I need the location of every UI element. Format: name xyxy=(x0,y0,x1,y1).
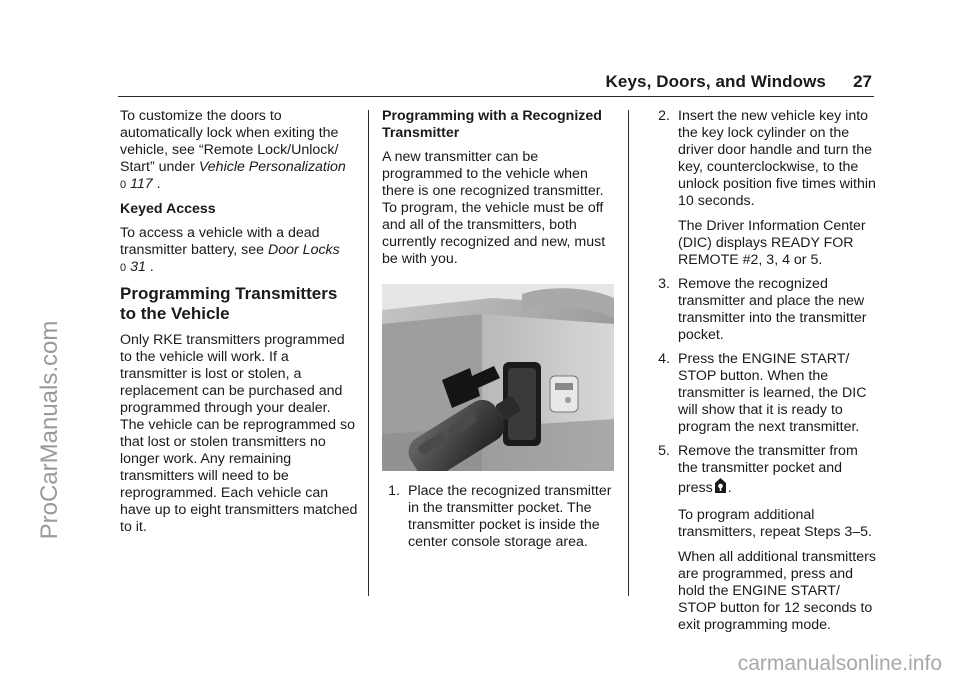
header-rule xyxy=(118,96,874,97)
page-ref-icon: 0 xyxy=(120,179,127,191)
step-note: When all additional transmitters are programmed, press and hold the ENGINE START/ STOP button for 12 seconds to exit programming mode. xyxy=(678,549,876,633)
column-1 xyxy=(120,108,358,543)
step-number: 5. xyxy=(658,443,670,459)
step-note: The Driver Information Center (DIC) displays READY FOR REMOTE #2, 3, 4 or 5. xyxy=(678,218,866,268)
step-text: Press the ENGINE START/ STOP button. When the transmitter is learned, the DIC will show that it is ready to program the next transmitter. xyxy=(678,351,867,435)
step-4 xyxy=(640,351,876,436)
steps-list xyxy=(382,483,618,551)
step-3 xyxy=(640,276,876,344)
subheading-keyed-access: Keyed Access xyxy=(120,201,216,217)
step-1 xyxy=(382,483,618,551)
bottom-watermark: carmanualsonline.info xyxy=(737,652,942,675)
column-2 xyxy=(382,108,618,558)
transmitter-pocket-photo xyxy=(382,284,614,471)
column-divider xyxy=(368,110,369,596)
section-paragraph: Only RKE transmitters programmed to the vehicle will work. If a transmitter is lost or stolen, a replacement can be purchased and programmed through your dealer. The vehicle can be reprogrammed so that lost or stolen transmitters no longer work. Any remaining transmitters will need to be reprogrammed. Each vehicle can have up to eight transmitters matched to it. xyxy=(120,332,358,535)
subheading-recognized-transmitter: Programming with a Recognized Transmitter xyxy=(382,108,602,141)
step-2 xyxy=(640,108,876,269)
side-watermark: ProCarManuals.com xyxy=(36,320,63,540)
step-text: Remove the recognized transmitter and place the new transmitter into the transmitter pocket. xyxy=(678,276,867,343)
column-divider xyxy=(628,110,629,596)
step-5 xyxy=(640,443,876,634)
step-text: Remove the transmitter from the transmitter pocket and press . xyxy=(674,443,876,499)
steps-list xyxy=(640,108,876,634)
step-number: 4. xyxy=(658,351,670,367)
step-note: To program additional transmitters, repeat Steps 3–5. xyxy=(678,507,872,540)
section-title: Keys, Doors, and Windows xyxy=(605,72,826,91)
keyed-access-paragraph: To access a vehicle with a dead transmitter battery, see Door Locks 0 31 . xyxy=(120,225,340,275)
cross-reference-page[interactable]: 117 xyxy=(130,176,153,192)
column-3 xyxy=(640,108,876,641)
step-text: Place the recognized transmitter in the transmitter pocket. The transmitter pocket is inside the center console storage area. xyxy=(408,483,612,550)
step-number: 2. xyxy=(658,108,670,124)
unlock-button-icon xyxy=(713,477,728,499)
cross-reference-link[interactable]: Door Locks xyxy=(267,242,340,258)
cross-reference-page[interactable]: 31 xyxy=(130,259,146,275)
page-number: 27 xyxy=(853,72,872,91)
step-number: 3. xyxy=(658,276,670,292)
cross-reference-link[interactable]: Vehicle Personalization xyxy=(198,159,346,175)
intro-paragraph: To customize the doors to automatically lock when exiting the vehicle, see “Remote Lock/Unlock/ Start” under Vehicle Personalization 0 117 . xyxy=(120,108,346,192)
section-heading: Programming Transmitters to the Vehicle xyxy=(120,284,338,323)
step-text: Insert the new vehicle key into the key lock cylinder on the driver door handle and turn the key, counterclockwise, to the unlock position five times within 10 seconds. xyxy=(678,108,876,209)
transmitter-pocket-illustration xyxy=(382,284,614,471)
page-ref-icon: 0 xyxy=(120,262,127,274)
step-number: 1. xyxy=(388,483,400,499)
recognized-transmitter-paragraph: A new transmitter can be programmed to the vehicle when there is one recognized transmitter. To program, the vehicle must be off and all of the transmitters, both currently recognized and new, must be with you. xyxy=(382,149,606,267)
